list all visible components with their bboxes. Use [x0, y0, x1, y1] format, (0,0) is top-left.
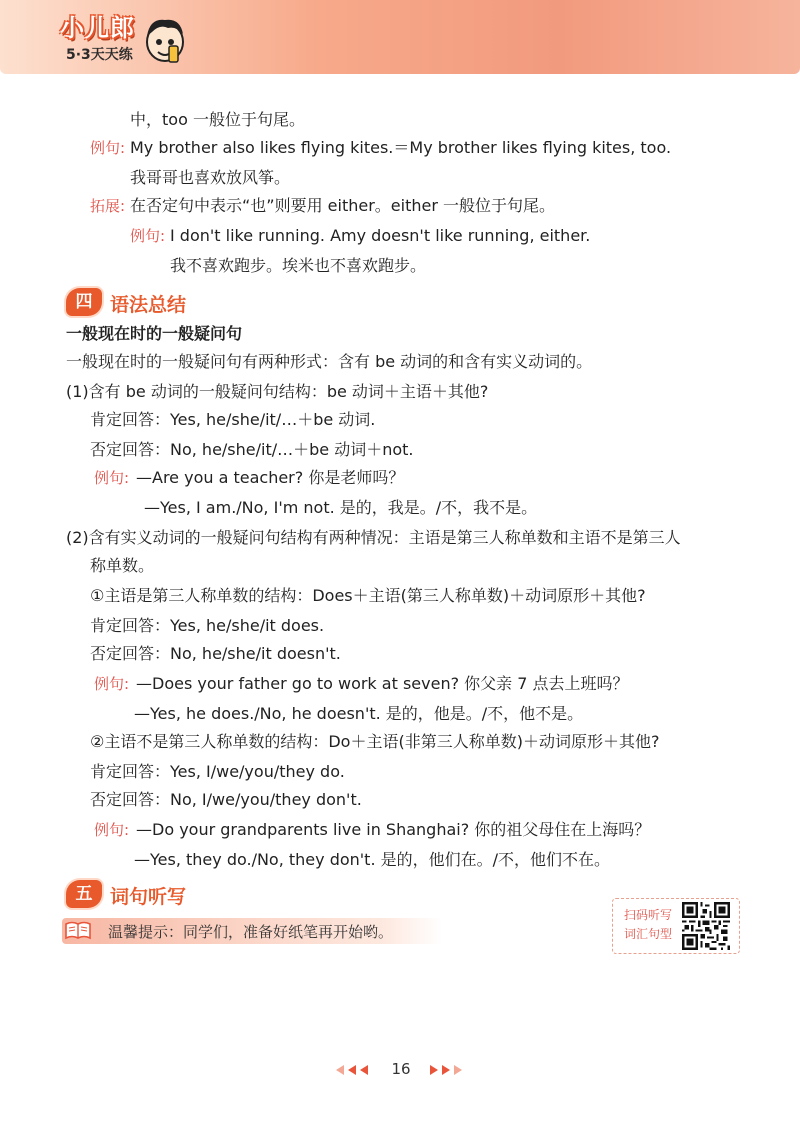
case1-title: ①主语是第三人称单数的结构：Does＋主语(第三人称单数)＋动词原形＋其他?	[90, 586, 646, 605]
example-label: 例句:	[90, 139, 126, 157]
page-number: 16	[391, 1060, 411, 1078]
case2-example-question: —Do your grandparents live in Shanghai? 你的祖父母住在上海吗？	[136, 820, 651, 839]
case2-affirm: 肯定回答：Yes, I/we/you/they do.	[90, 762, 345, 781]
case2-negative: 否定回答：No, I/we/you/they don't.	[90, 790, 362, 809]
part1-title: (1)含有 be 动词的一般疑问句结构：be 动词＋主语＋其他?	[66, 382, 489, 401]
part1-example-answer: —Yes, I am./No, I'm not. 是的，我是。/不，我不是。	[144, 498, 538, 517]
part2-title-cont: 称单数。	[90, 556, 155, 575]
section-dictation	[66, 880, 366, 910]
next-arrow-icon	[442, 1065, 450, 1075]
next-arrow-icon	[430, 1065, 438, 1075]
case1-example-answer: —Yes, he does./No, he doesn't. 是的，他是。/不，他不是。	[134, 704, 584, 723]
section-title: 语法总结	[110, 294, 187, 316]
qr-label-line1: 扫码听写	[623, 908, 672, 922]
example-label: 例句:	[94, 821, 130, 839]
qr-label	[618, 906, 678, 944]
case1-negative: 否定回答：No, he/she/it doesn't.	[90, 644, 341, 663]
section-grammar-summary	[66, 288, 366, 318]
example-label: 例句:	[94, 675, 130, 693]
prev-arrow-icon	[348, 1065, 356, 1075]
example-label: 例句:	[130, 227, 166, 245]
prev-arrow-icon	[336, 1065, 344, 1075]
page-footer	[0, 1060, 800, 1080]
next-arrow-icon	[454, 1065, 462, 1075]
example-sentence: My brother also likes flying kites.＝My brother likes flying kites, too.	[130, 138, 672, 157]
section-title: 词句听写	[110, 886, 187, 908]
extension-text: 在否定句中表示“也”则要用 either。either 一般位于句尾。	[130, 196, 556, 215]
part2-title: (2)含有实义动词的一般疑问句结构有两种情况：主语是第三人称单数和主语不是第三人	[66, 528, 681, 547]
part1-negative: 否定回答：No, he/she/it/…＋be 动词＋not.	[90, 440, 414, 459]
tip-text: 温馨提示：同学们，准备好纸笔再开始哟。	[108, 923, 394, 941]
section-number-badge: 四	[66, 288, 102, 316]
grammar-subtitle: 一般现在时的一般疑问句	[66, 324, 243, 343]
extension-label: 拓展:	[90, 197, 126, 215]
part1-affirm: 肯定回答：Yes, he/she/it/…＋be 动词.	[90, 410, 376, 429]
open-book-icon	[64, 918, 92, 942]
part1-example-question: —Are you a teacher? 你是老师吗？	[136, 468, 405, 487]
grammar-intro: 一般现在时的一般疑问句有两种形式：含有 be 动词的和含有实义动词的。	[66, 352, 593, 371]
example-translation: 我不喜欢跑步。埃米也不喜欢跑步。	[170, 256, 427, 275]
text-line: 中，too 一般位于句尾。	[130, 110, 305, 129]
case1-example-question: —Does your father go to work at seven? 你父亲 7 点去上班吗？	[136, 674, 629, 693]
example-translation: 我哥哥也喜欢放风筝。	[130, 168, 291, 187]
case2-title: ②主语不是第三人称单数的结构：Do＋主语(非第三人称单数)＋动词原形＋其他?	[90, 732, 660, 751]
section-number-badge: 五	[66, 880, 102, 908]
brand-logo: 小儿郎	[60, 14, 135, 42]
case1-affirm: 肯定回答：Yes, he/she/it does.	[90, 616, 325, 635]
mascot-icon	[140, 12, 190, 68]
case2-example-answer: —Yes, they do./No, they don't. 是的，他们在。/不，他们不在。	[134, 850, 611, 869]
example-label: 例句:	[94, 469, 130, 487]
example-sentence: I don't like running. Amy doesn't like running, either.	[170, 226, 591, 245]
qr-label-line2: 词汇句型	[623, 927, 672, 941]
brand-subtitle: 5·3天天练	[66, 47, 133, 63]
qr-code-icon[interactable]	[682, 902, 730, 950]
prev-arrow-icon	[360, 1065, 368, 1075]
